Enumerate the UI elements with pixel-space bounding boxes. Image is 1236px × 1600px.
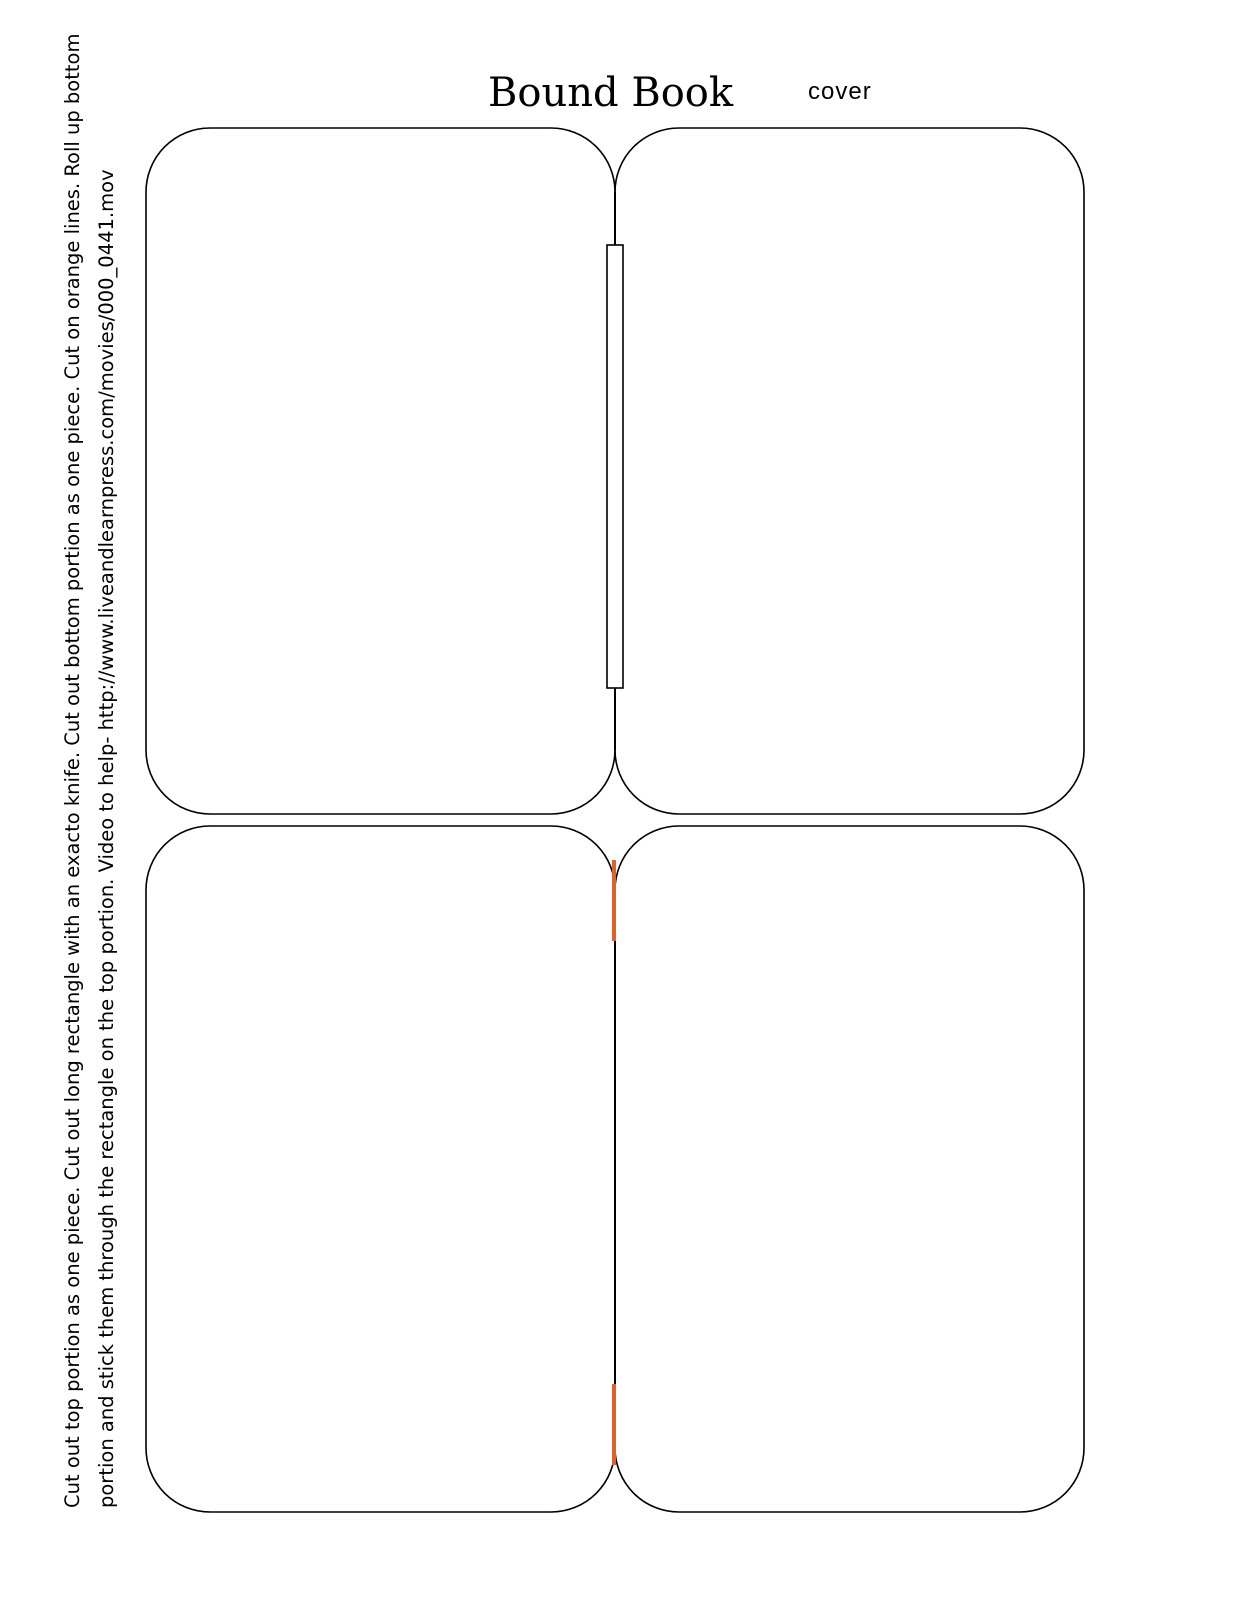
instructions-line-2: portion and stick them through the rectangle on the top portion. Video to help- http://www.liveandlearnpress.com/movies/000_0441.mov [95,169,118,1508]
top-right-panel [615,128,1084,814]
instructions-line-1: Cut out top portion as one piece. Cut out long rectangle with an exacto knife. Cut out bottom portion as one piece. Cut on orange lines. Roll up bottom [61,33,84,1508]
bottom-left-panel [146,826,615,1512]
slot-rectangle [607,245,623,688]
page-title: Bound Book [488,70,734,116]
cover-label: cover [808,78,872,105]
top-left-panel [146,128,615,814]
bottom-right-panel [615,826,1084,1512]
